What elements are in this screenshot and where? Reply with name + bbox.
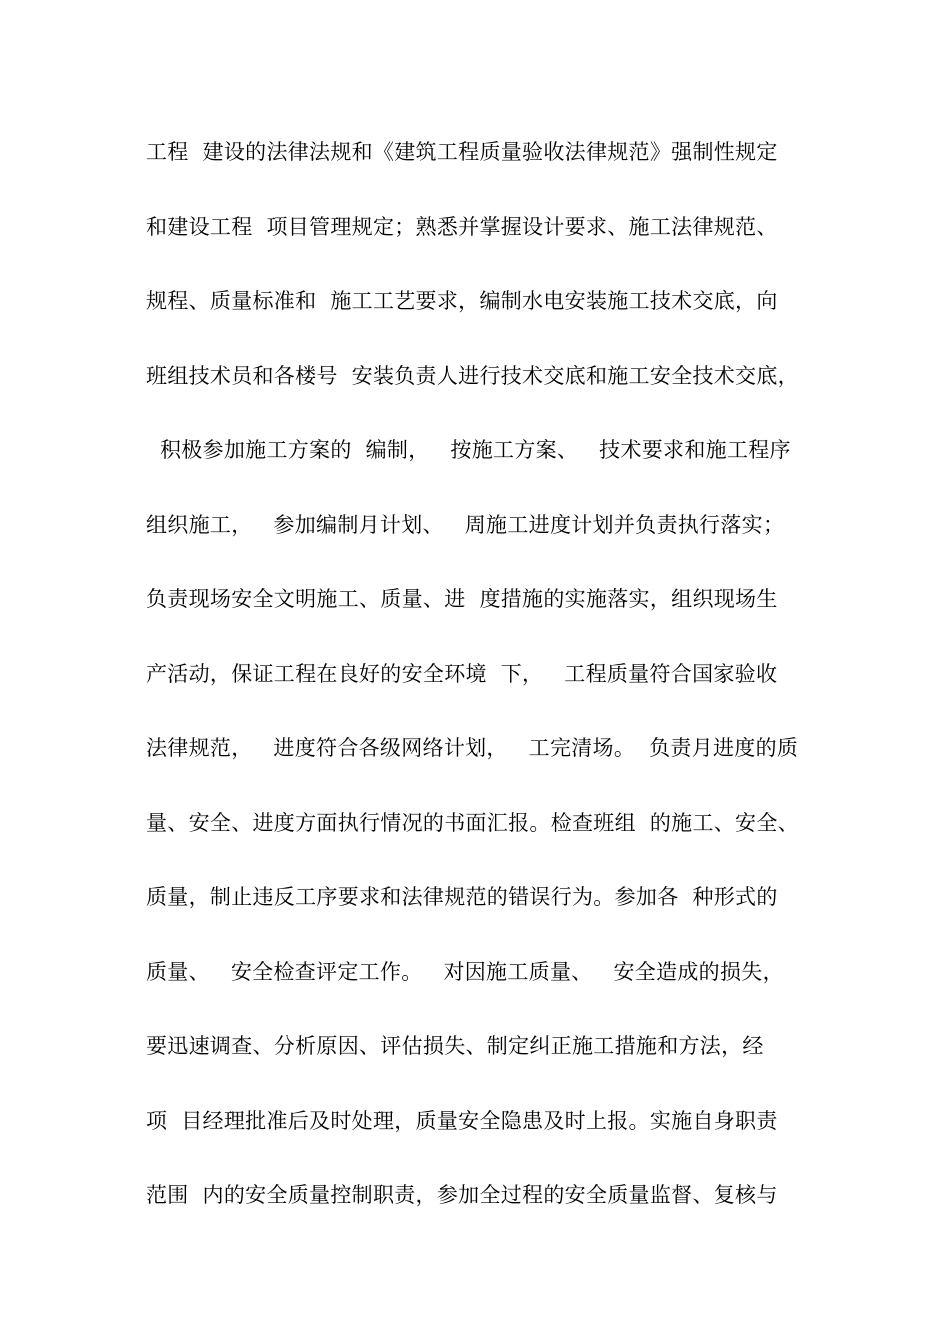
text-line-7: 负责现场安全文明施工、质量、进 度措施的实施落实，组织现场生 — [146, 587, 778, 611]
body-text — [146, 128, 846, 1246]
text-line-10: 量、安全、进度方面执行情况的书面汇报。检查班组 的施工、安全、 — [146, 810, 799, 835]
text-line-11: 质量，制止违反工序要求和法律规范的错误行为。参加各 种形式的 — [146, 885, 778, 909]
text-line-6: 组织施工， 参加编制月计划、 周施工进度计划并负责执行落实； — [146, 512, 785, 537]
text-line-3: 规程、质量标准和 施工工艺要求，编制水电安装施工技术交底，向 — [146, 289, 778, 313]
text-line-4: 班组技术员和各楼号 安装负责人进行技术交底和施工安全技术交底， — [146, 363, 799, 388]
text-line-2: 和建设工程 项目管理规定；熟悉并掌握设计要求、施工法律规范、 — [146, 214, 778, 239]
text-line-5: 积极参加施工方案的 编制， 按施工方案、 技术要求和施工程序 — [146, 438, 791, 462]
text-line-14: 项 目经理批准后及时处理，质量安全隐患及时上报。实施自身职责 — [146, 1108, 778, 1133]
text-line-15: 范围 内的安全质量控制职责，参加全过程的安全质量监督、复核与 — [146, 1183, 778, 1207]
text-line-12: 质量、 安全检查评定工作。 对因施工质量、 安全造成的损失， — [146, 959, 784, 984]
text-line-13: 要迅速调查、分析原因、评估损失、制定纠正施工措施和方法，经 — [146, 1034, 764, 1058]
text-line-8: 产活动，保证工程在良好的安全环境 下， 工程质量符合国家验收 — [146, 661, 778, 686]
text-line-1: 工程 建设的法律法规和《建筑工程质量验收法律规范》强制性规定 — [146, 140, 778, 164]
text-line-9: 法律规范， 进度符合各级网络计划， 工完清场。 负责月进度的质 — [146, 736, 799, 760]
